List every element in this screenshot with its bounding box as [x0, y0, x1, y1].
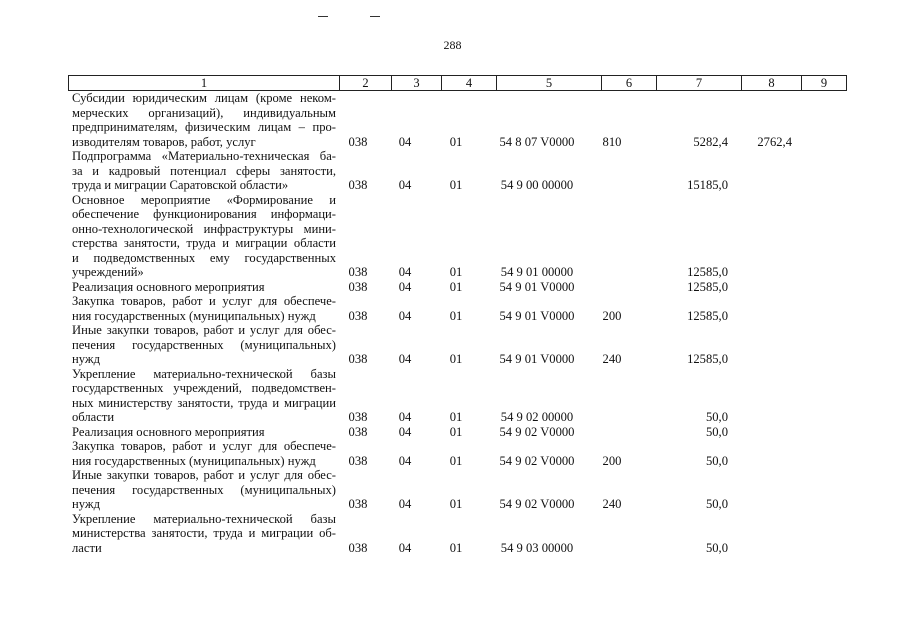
header-cell: 5 — [496, 76, 601, 90]
table-row — [72, 193, 832, 280]
row-cell: 04 — [398, 178, 412, 192]
row-cell: 038 — [348, 453, 368, 468]
row-cell: 04 — [398, 497, 412, 511]
row-description — [72, 323, 336, 367]
row-description — [72, 512, 336, 556]
table-row — [72, 294, 832, 323]
row-cell: 038 — [348, 178, 368, 192]
row-description — [72, 439, 336, 468]
row-cell: 04 — [398, 352, 412, 366]
row-cell: 04 — [398, 540, 412, 555]
row-description — [72, 149, 336, 193]
table-row — [72, 439, 832, 468]
row-cell: 04 — [398, 265, 412, 279]
description-line: Закупка товаров, работ и услуг для обеспече- — [72, 294, 336, 308]
description-line: онно-технологической инфраструктуры мини- — [72, 221, 336, 236]
description-line: нужд — [72, 497, 100, 511]
header-cell: 3 — [391, 76, 441, 90]
table-row — [72, 280, 832, 295]
header-cell: 1 — [200, 76, 208, 90]
table-row — [72, 91, 832, 149]
description-line: за и кадровый потенциал сферы занятости, — [72, 163, 336, 178]
row-cell: 038 — [348, 424, 368, 439]
row-cell: 50,0 — [705, 424, 728, 439]
row-cell: 038 — [348, 265, 368, 279]
description-line: области — [72, 410, 115, 424]
description-line: ния государственных (муниципальных) нужд — [72, 308, 316, 323]
row-cell: 50,0 — [705, 497, 728, 511]
row-cell: 54 9 01 V0000 — [499, 352, 575, 366]
description-line: Реализация основного мероприятия — [72, 279, 265, 294]
row-cell: 01 — [449, 308, 463, 323]
row-cell: 01 — [449, 540, 463, 555]
row-cell: 01 — [449, 424, 463, 439]
row-description — [72, 280, 336, 295]
description-line: труда и миграции Саратовской области» — [72, 178, 289, 192]
table-header — [68, 75, 847, 91]
row-cell: 01 — [449, 178, 463, 192]
row-cell: 01 — [449, 410, 463, 424]
description-line: Иные закупки товаров, работ и услуг для обес- — [72, 468, 336, 482]
row-description — [72, 468, 336, 512]
row-cell: 12585,0 — [687, 265, 728, 279]
description-line: Основное мероприятие «Формирование и — [72, 192, 336, 207]
row-description — [72, 425, 336, 440]
row-cell: 54 9 02 00000 — [500, 410, 574, 424]
row-cell: 50,0 — [705, 540, 728, 555]
row-cell: 50,0 — [705, 453, 728, 468]
description-line: Подпрограмма «Материально-техническая ба- — [72, 149, 336, 163]
description-line: Иные закупки товаров, работ и услуг для обес- — [72, 323, 336, 337]
table-body — [72, 91, 832, 555]
row-cell: 54 9 03 00000 — [500, 540, 574, 555]
description-line: ласти — [72, 540, 102, 555]
row-cell: 12585,0 — [687, 308, 728, 323]
row-cell: 54 9 01 V0000 — [499, 279, 575, 294]
row-cell: 15185,0 — [687, 178, 728, 192]
header-cell: 7 — [656, 76, 741, 90]
description-line: печения государственных (муниципальных) — [72, 482, 336, 497]
row-cell: 038 — [348, 410, 368, 424]
row-description — [72, 367, 336, 425]
header-cell: 9 — [801, 76, 846, 90]
description-line: изводителям товаров, работ, услуг — [72, 134, 256, 149]
table-row — [72, 512, 832, 556]
row-cell: 01 — [449, 352, 463, 366]
table-row — [72, 149, 832, 193]
row-cell: 01 — [449, 279, 463, 294]
description-line: и подведомственных ему государственных — [72, 250, 336, 265]
row-cell: 038 — [348, 134, 368, 149]
description-line: Закупка товаров, работ и услуг для обеспече- — [72, 439, 336, 453]
row-cell: 54 9 01 V0000 — [499, 308, 575, 323]
table-row — [72, 468, 832, 512]
row-cell: 54 9 02 V0000 — [499, 453, 575, 468]
row-cell: 04 — [398, 424, 412, 439]
page-number: 288 — [443, 38, 462, 52]
description-line: Реализация основного мероприятия — [72, 424, 265, 439]
row-cell: 038 — [348, 352, 368, 366]
row-cell: 54 9 01 00000 — [500, 265, 574, 279]
description-line: Субсидии юридическим лицам (кроме неком- — [72, 91, 336, 105]
row-cell: 038 — [348, 540, 368, 555]
row-cell: 54 9 02 V0000 — [499, 424, 575, 439]
row-cell: 04 — [398, 410, 412, 424]
row-description — [72, 294, 336, 323]
description-line: мерческих организаций), индивидуальным — [72, 105, 336, 120]
table-row — [72, 425, 832, 440]
description-line: Укрепление материально-технической базы — [72, 511, 336, 526]
row-cell: 04 — [398, 308, 412, 323]
row-cell: 54 8 07 V0000 — [499, 134, 575, 149]
row-cell: 12585,0 — [687, 279, 728, 294]
row-cell: 200 — [602, 308, 622, 323]
header-cell: 8 — [741, 76, 801, 90]
description-line: печения государственных (муниципальных) — [72, 337, 336, 352]
description-line: нужд — [72, 352, 100, 366]
header-cell: 4 — [441, 76, 496, 90]
row-cell: 200 — [602, 453, 622, 468]
row-description — [72, 193, 336, 280]
row-cell: 50,0 — [705, 410, 728, 424]
row-cell: 038 — [348, 497, 368, 511]
row-cell: 01 — [449, 497, 463, 511]
row-cell: 240 — [602, 497, 622, 511]
description-line: стерства занятости, труда и миграции области — [72, 236, 336, 250]
description-line: государственных учреждений, подведомствен- — [72, 381, 336, 395]
description-line: ных министерству занятости, труда и миграции — [72, 395, 336, 410]
row-cell: 038 — [348, 308, 368, 323]
row-cell: 01 — [449, 134, 463, 149]
row-cell: 54 9 02 V0000 — [499, 497, 575, 511]
row-cell: 12585,0 — [687, 352, 728, 366]
header-cell: 2 — [339, 76, 391, 90]
row-cell: 038 — [348, 279, 368, 294]
row-cell: 04 — [398, 453, 412, 468]
row-cell: 5282,4 — [693, 134, 728, 149]
row-cell: 2762,4 — [757, 134, 792, 149]
description-line: Укрепление материально-технической базы — [72, 366, 336, 381]
header-cell: 6 — [601, 76, 656, 90]
description-line: ния государственных (муниципальных) нужд — [72, 453, 316, 468]
description-line: учреждений» — [72, 265, 144, 279]
row-cell: 04 — [398, 134, 412, 149]
row-description — [72, 91, 336, 149]
row-cell: 01 — [449, 453, 463, 468]
scan-mark — [318, 16, 328, 17]
row-cell: 04 — [398, 279, 412, 294]
row-cell: 810 — [602, 134, 622, 149]
row-cell: 240 — [602, 352, 622, 366]
scan-mark — [370, 16, 380, 17]
table-row — [72, 323, 832, 367]
row-cell: 01 — [449, 265, 463, 279]
description-line: министерства занятости, труда и миграции об- — [72, 526, 336, 540]
description-line: обеспечение функционирования информаци- — [72, 207, 336, 221]
description-line: предпринимателям, физическим лицам – про- — [72, 120, 336, 134]
table-row — [72, 367, 832, 425]
row-cell: 54 9 00 00000 — [500, 178, 574, 192]
